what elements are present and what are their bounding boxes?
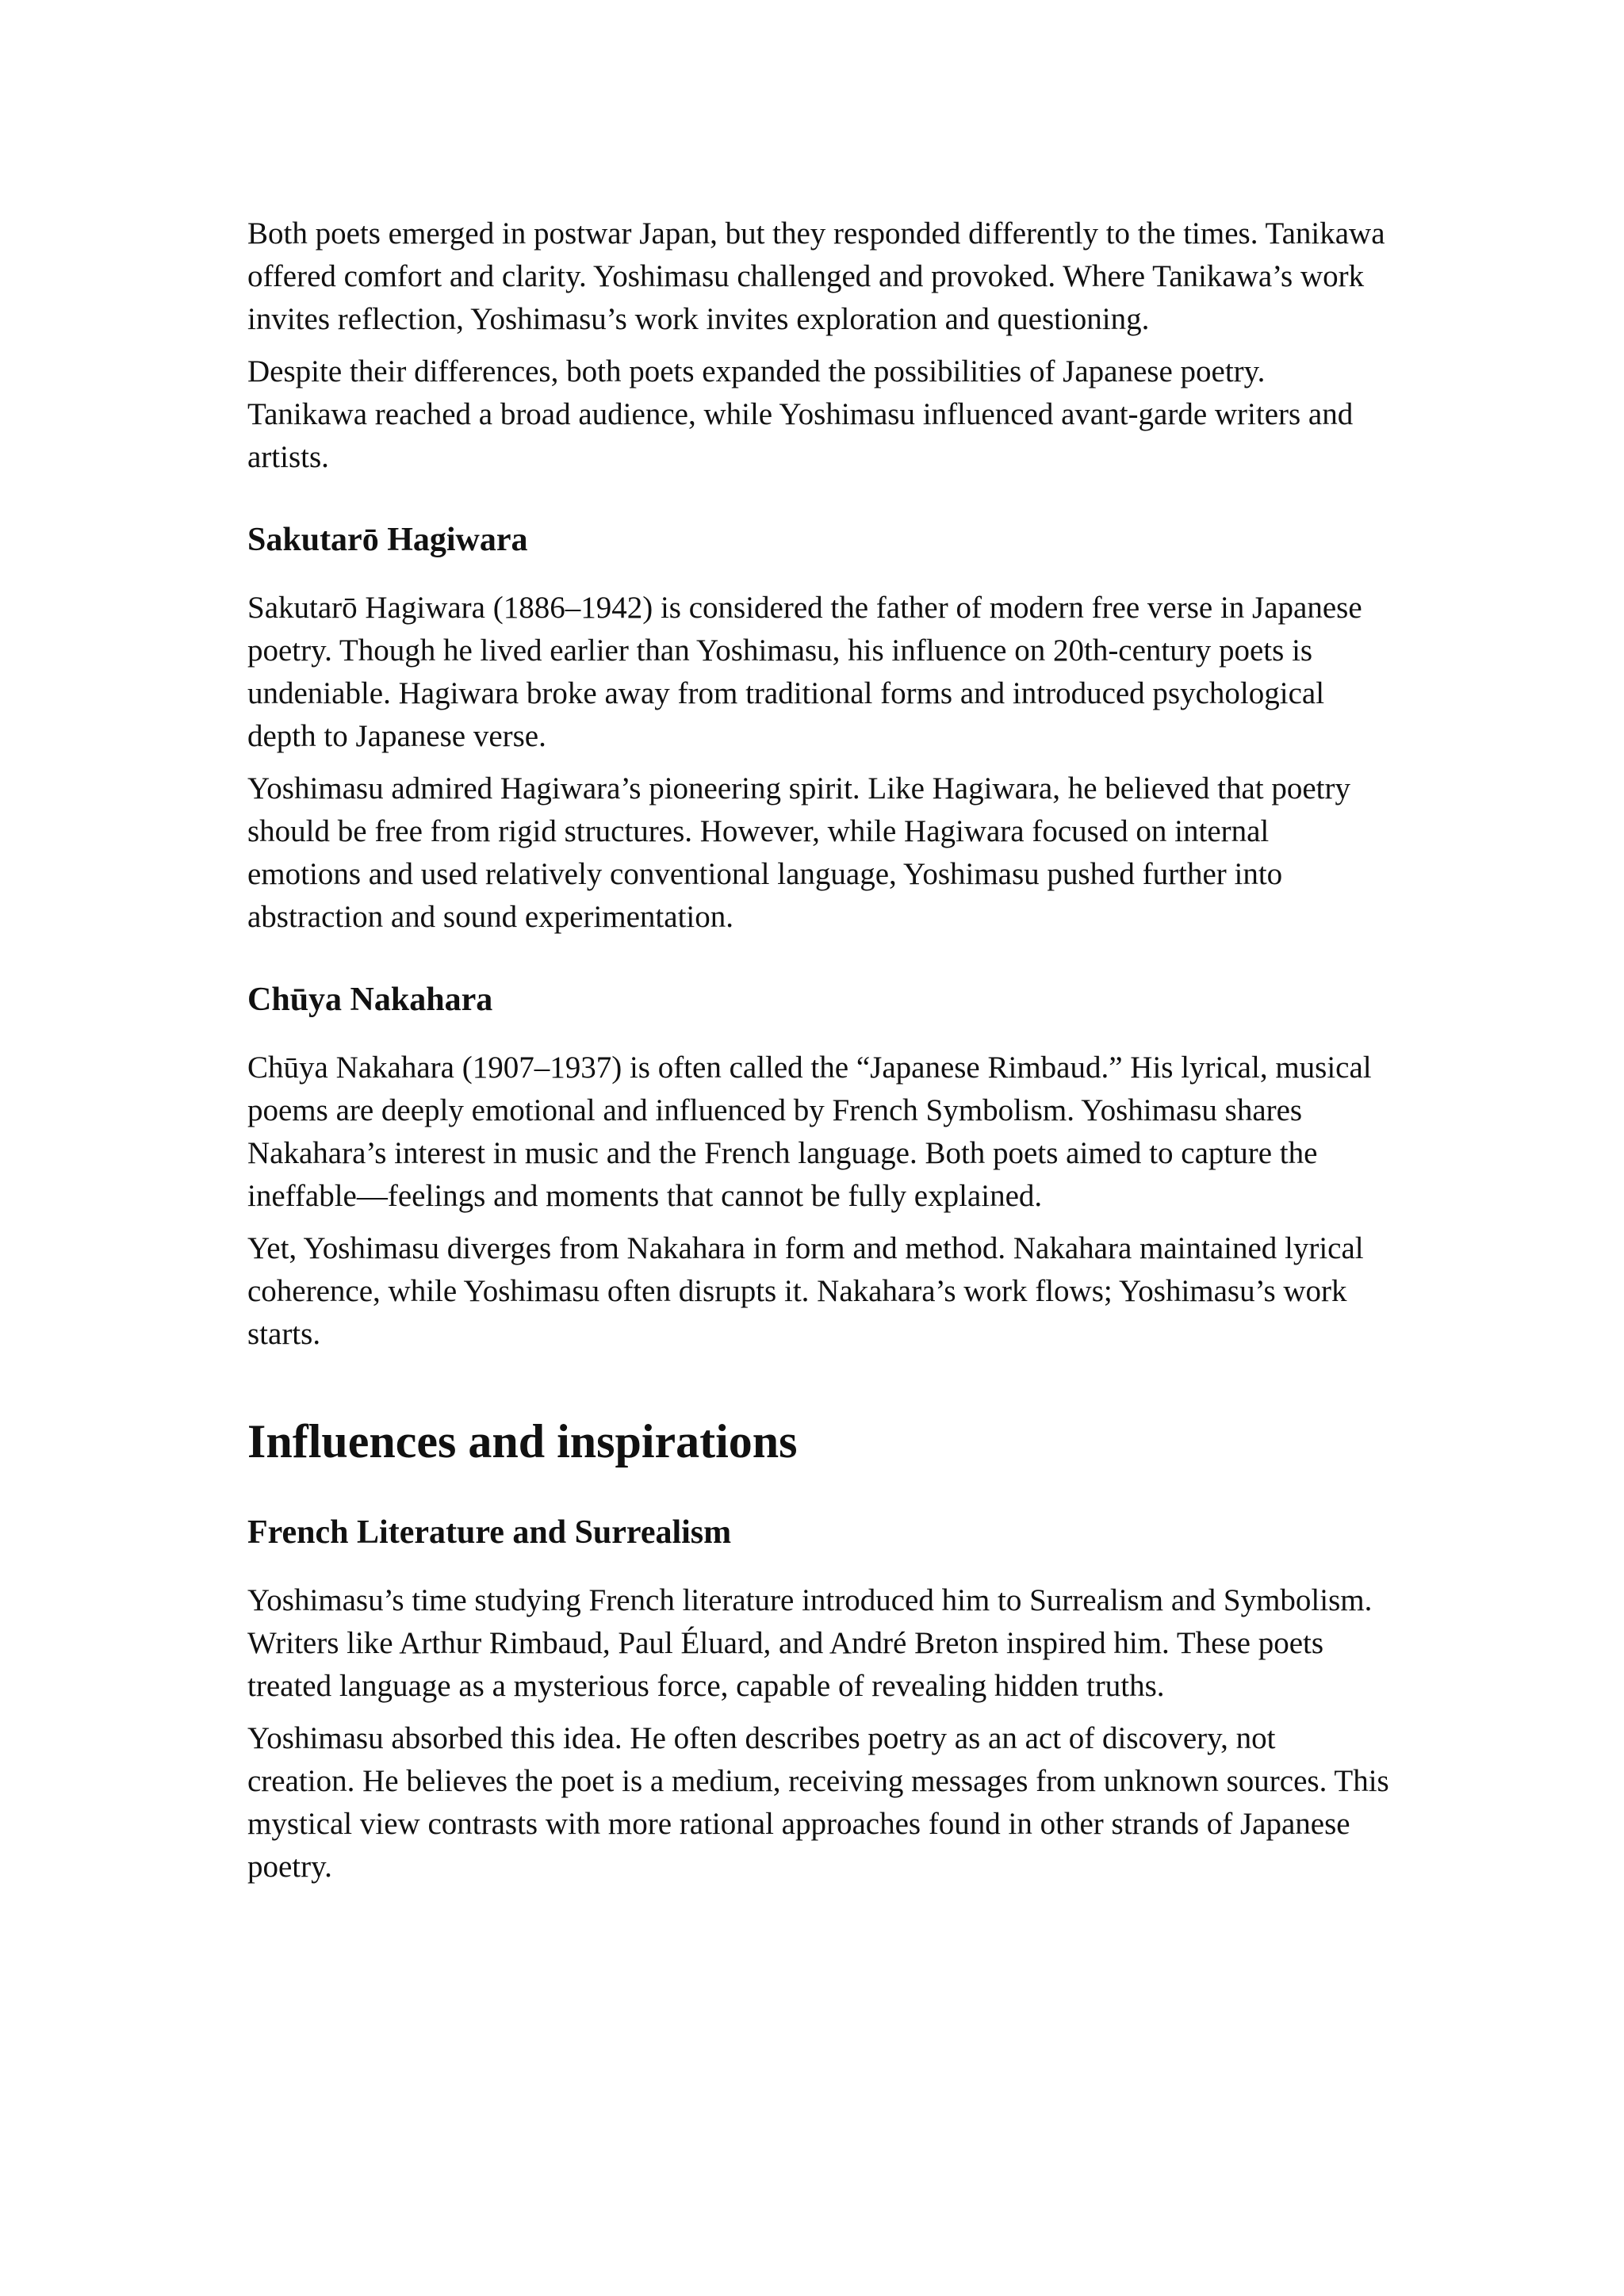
chapter-heading-influences: Influences and inspirations (247, 1415, 798, 1468)
paragraph: Sakutarō Hagiwara (1886–1942) is considered the father of modern free verse in Japanese poetry. Though he lived earlier than Yoshimasu, his influence on 20th-century poets is undeniable. Hagiwara broke away from traditional forms and introduced psychological depth to Japanese verse. (247, 591, 1362, 753)
influences-section (247, 1413, 1389, 1888)
paragraph: Yoshimasu admired Hagiwara’s pioneering spirit. Like Hagiwara, he believed that poetry should be free from rigid structures. However, while Hagiwara focused on internal emotions and used relatively conventional language, Yoshimasu pushed further into abstraction and sound experimentation. (247, 771, 1350, 934)
hagiwara-section (247, 519, 1389, 939)
section-heading-french-literature: French Literature and Surrealism (247, 1514, 732, 1551)
paragraph: Chūya Nakahara (1907–1937) is often called the “Japanese Rimbaud.” His lyrical, musical poems are deeply emotional and influenced by French Symbolism. Yoshimasu shares Nakahara’s interest in music and the French language. Both poets aimed to capture the ineffable—feelings and moments that cannot be fully explained. (247, 1050, 1372, 1213)
paragraph: Despite their differences, both poets expanded the possibilities of Japanese poetry. Tanikawa reached a broad audience, while Yoshimasu influenced avant-garde writers and artists. (247, 354, 1354, 474)
nakahara-section (247, 978, 1389, 1356)
section-heading-nakahara: Chūya Nakahara (247, 982, 493, 1018)
section-heading-hagiwara: Sakutarō Hagiwara (247, 522, 528, 558)
paragraph: Both poets emerged in postwar Japan, but they responded differently to the times. Tanikawa offered comfort and clarity. Yoshimasu challenged and provoked. Where Tanikawa’s work invites reflection, Yoshimasu’s work invites exploration and questioning. (247, 216, 1385, 336)
document-page (247, 212, 1389, 1898)
paragraph: Yet, Yoshimasu diverges from Nakahara in form and method. Nakahara maintained lyrical coherence, while Yoshimasu often disrupts it. Nakahara’s work flows; Yoshimasu’s work starts. (247, 1231, 1364, 1351)
paragraph: Yoshimasu’s time studying French literature introduced him to Surrealism and Symbolism. Writers like Arthur Rimbaud, Paul Éluard, and André Breton inspired him. These poets treated language as a mysterious force, capable of revealing hidden truths. (247, 1583, 1373, 1703)
intro-section (247, 212, 1389, 479)
paragraph: Yoshimasu absorbed this idea. He often describes poetry as an act of discovery, not creation. He believes the poet is a medium, receiving messages from unknown sources. This mystical view contrasts with more rational approaches found in other strands of Japanese poetry. (247, 1721, 1389, 1884)
